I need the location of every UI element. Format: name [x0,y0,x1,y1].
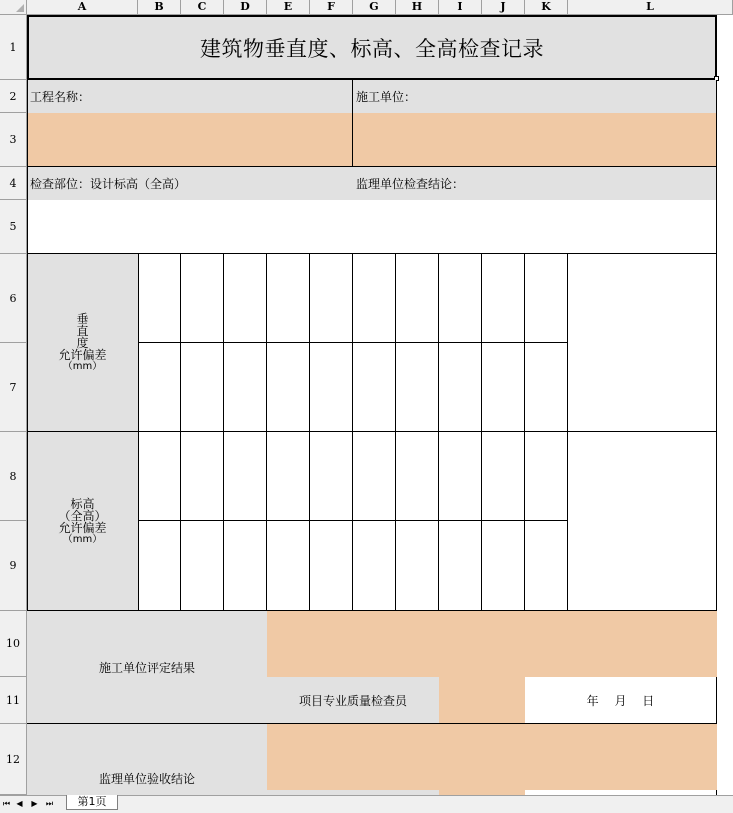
project-name-label[interactable]: 工程名称： [27,80,353,113]
grid-line [138,520,568,521]
grid-line [27,253,717,254]
row-header-9[interactable]: 9 [0,521,27,611]
column-header-a[interactable]: A [27,0,138,15]
row-header-12[interactable]: 12 [0,724,27,795]
grid-line [138,254,139,611]
column-header-f[interactable]: F [310,0,353,15]
grid-line [716,80,717,795]
row-header-5[interactable]: 5 [0,200,27,254]
column-header-j[interactable]: J [482,0,525,15]
supervision-acceptance-label[interactable]: 监理单位验收结论 [27,724,267,795]
grid-line [481,254,482,611]
column-header-l[interactable]: L [568,0,733,15]
supervision-acceptance-input[interactable] [267,724,717,790]
row-header-1[interactable]: 1 [0,15,27,80]
elevation-tolerance-label[interactable]: 标高 （全高） 允许偏差 （mm） [27,432,138,611]
column-header-g[interactable]: G [353,0,396,15]
construction-unit-label[interactable]: 施工单位： [353,80,717,113]
inspection-date[interactable]: 年 月 日 [525,677,716,724]
grid-line [395,254,396,611]
row-header-7[interactable]: 7 [0,343,27,432]
column-header-b[interactable]: B [138,0,181,15]
inspection-part-label[interactable]: 检查部位：设计标高（全高） [27,167,353,200]
grid-line [352,254,353,611]
next-sheet-button[interactable]: ▶ [31,799,38,808]
first-sheet-button[interactable]: ⏮ [2,799,11,808]
construction-unit-input[interactable] [353,113,717,167]
grid-line [138,342,568,343]
grid-line [309,254,310,611]
form-title[interactable]: 建筑物垂直度、标高、全高检查记录 [27,15,717,80]
row-header-3[interactable]: 3 [0,113,27,167]
column-header-i[interactable]: I [439,0,482,15]
supervision-conclusion-input[interactable] [353,200,717,254]
grid-line [223,254,224,611]
row-header-4[interactable]: 4 [0,167,27,200]
construction-eval-input[interactable] [267,611,717,677]
grid-line [27,431,717,432]
row-header-11[interactable]: 11 [0,677,27,724]
grid-line [567,254,568,611]
inspection-part-input[interactable] [27,200,353,254]
column-header-c[interactable]: C [181,0,224,15]
column-header-d[interactable]: D [224,0,267,15]
column-header-h[interactable]: H [396,0,439,15]
project-name-input[interactable] [27,113,353,167]
grid-line [180,254,181,611]
grid-line [266,254,267,611]
row-header-10[interactable]: 10 [0,611,27,677]
row-header-2[interactable]: 2 [0,80,27,113]
construction-eval-label[interactable]: 施工单位评定结果 [27,611,267,724]
sheet-tab-page-1[interactable]: 第1页 [66,795,118,810]
divider [352,80,353,167]
column-header-k[interactable]: K [525,0,568,15]
grid-line [524,254,525,611]
supervision-conclusion-label[interactable]: 监理单位检查结论： [353,167,717,200]
last-sheet-button[interactable]: ⏭ [45,799,54,808]
verticality-tolerance-label[interactable]: 垂 直 度 允许偏差 （mm） [27,254,138,432]
divider [27,166,717,167]
row-header-6[interactable]: 6 [0,254,27,343]
row-header-8[interactable]: 8 [0,432,27,521]
column-header-e[interactable]: E [267,0,310,15]
quality-inspector-label[interactable]: 项目专业质量检查员 [267,677,439,724]
select-all-corner[interactable] [0,0,27,15]
prev-sheet-button[interactable]: ◀ [16,799,23,808]
grid-line [438,254,439,611]
quality-inspector-input[interactable] [439,677,525,724]
